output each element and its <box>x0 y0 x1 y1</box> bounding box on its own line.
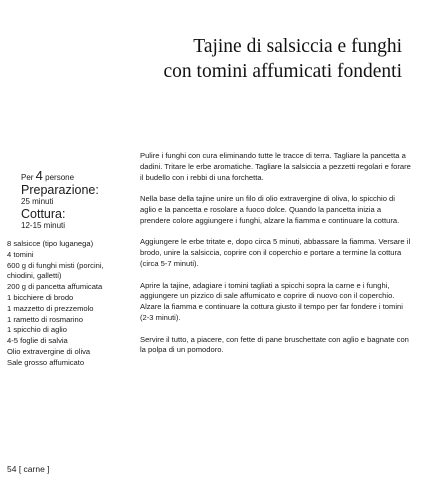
cook-label: Cottura: <box>21 207 66 221</box>
method-paragraph: Nella base della tajine unire un filo di olio extravergine di oliva, lo spicchio di aglio e la pancetta e rosolare a fuoco dolce. Quando la pancetta inizia a prendere colore aggiungere i funghi, alzare la fiamma e continuare la cottura. <box>140 194 400 225</box>
ingredient-item: 200 g di pancetta affumicata <box>7 282 103 292</box>
ingredient-item: Olio extravergine di oliva <box>7 346 91 356</box>
ingredients-list <box>7 239 104 369</box>
ingredient-item: 1 spicchio di aglio <box>7 325 67 335</box>
ingredient-item: 1 bicchiere di brodo <box>7 292 74 302</box>
ingredient-item: 1 mazzetto di prezzemolo <box>7 303 94 313</box>
servings-prefix: Per <box>21 173 36 182</box>
method-paragraph: Aprire la tajine, adagiare i tomini tagliati a spicchi sopra la carne e i funghi, aggiungere un pizzico di sale affumicato e coprire di nuovo con il coperchio. Alzare la fiamma e continuare la cottura giusto il tempo per far fondere i tomini (2-3 minuti). <box>140 280 403 322</box>
ingredient-item: 1 rametto di rosmarino <box>7 314 83 324</box>
ingredient-item: 4-5 foglie di salvia <box>7 336 68 346</box>
ingredient-item: chiodini, galletti) <box>7 271 62 281</box>
method-paragraph: Aggiungere le erbe tritate e, dopo circa 5 minuti, abbassare la fiamma. Versare il brodo, unire la salsiccia, coprire con il coperchio e portare a termine la cottura (circa 5-7 minuti). <box>140 237 411 268</box>
ingredient-item: 8 salsicce (tipo luganega) <box>7 239 94 248</box>
servings-suffix: persone <box>42 173 75 182</box>
method-text <box>140 151 412 367</box>
prep-label: Preparazione: <box>21 183 99 197</box>
cook-value: 12-15 minuti <box>21 221 66 230</box>
servings-count: 4 <box>35 168 43 183</box>
ingredient-item: 600 g di funghi misti (porcini, <box>7 260 104 270</box>
recipe-title-line-2: con tomini affumicati fondenti <box>163 61 402 82</box>
recipe-info <box>21 168 99 231</box>
method-paragraph: Servire il tutto, a piacere, con fette di pane bruschettate con aglio e bagnate con la polpa di un pomodoro. <box>140 334 409 355</box>
recipe-title <box>164 34 402 84</box>
ingredient-item: Sale grosso affumicato <box>7 357 85 367</box>
recipe-title-line-1: Tajine di salsiccia e funghi <box>193 36 402 57</box>
servings-line <box>21 168 99 183</box>
page-folio: 54 [ carne ] <box>7 464 50 474</box>
prep-value: 25 minuti <box>21 197 54 206</box>
ingredient-item: 4 tomini <box>7 249 34 259</box>
method-paragraph: Pulire i funghi con cura eliminando tutte le tracce di terra. Tagliare la pancetta a dadini. Tritare le erbe aromatiche. Tagliare la salsiccia a pezzetti regolari e forare il budello con i rebbi di una forchetta. <box>140 151 411 182</box>
